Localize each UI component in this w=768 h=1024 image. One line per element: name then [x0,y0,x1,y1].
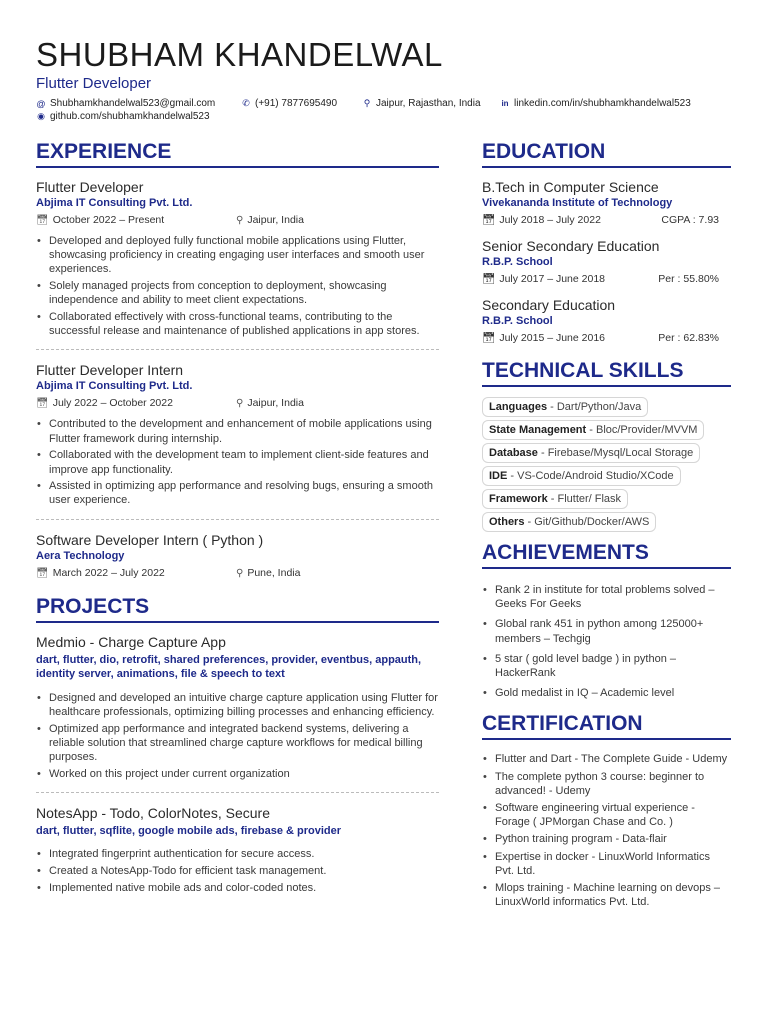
skills-list [482,397,731,532]
company-name: Abjima IT Consulting Pvt. Ltd. [36,380,193,393]
education-dates: July 2015 – June 2016 [499,332,606,344]
education-dates: July 2018 – July 2022 [499,214,601,226]
location-pin-icon: ⚲ [236,215,244,226]
linkedin-text[interactable]: linkedin.com/in/shubhamkhandelwal523 [514,98,691,109]
school-name: R.B.P. School [482,256,553,268]
project-bullet: • Created a NotesApp-Todo for efficient task management. [36,864,439,878]
project-tech-stack: dart, flutter, sqflite, google mobile ads, firebase & provider [36,824,342,837]
calendar-icon: 📅︎ [482,273,496,285]
skill-value: - Flutter/ Flask [547,493,622,505]
skill-chip [482,397,648,417]
project-entry [36,804,439,895]
project-tech-stack: dart, flutter, dio, retrofit, shared preferences, provider, eventbus, appauth, identity server, animations, file & speech to text [36,653,422,681]
skill-chip [482,466,681,486]
candidate-role: Flutter Developer [36,75,152,92]
location-pin-icon: ⚲ [236,398,244,410]
email-text[interactable]: Shubhamkhandelwal523@gmail.com [50,98,216,109]
education-score: Per : 55.80% [658,273,719,285]
skill-label: Languages [489,401,548,413]
skill-value: - Firebase/Mysql/Local Storage [537,447,694,459]
education-score: Per : 62.83% [658,332,719,344]
job-location: Jaipur, India [247,397,304,410]
achievements-heading: ACHIEVEMENTS [482,541,731,569]
degree-title: B.Tech in Computer Science [482,179,659,195]
achievement-item: • Gold medalist in IQ – Academic level [482,686,731,700]
education-entry [482,178,731,228]
certification-item: • Python training program - Data-flair [482,832,731,846]
job-title: Flutter Developer Intern [36,362,184,379]
achievement-item: • Rank 2 in institute for total problems solved – Geeks For Geeks [482,583,731,611]
location-text: Jaipur, Rajasthan, India [376,98,481,109]
job-location: Pune, India [247,566,301,579]
education-score: CGPA : 7.93 [661,214,719,226]
location-pin-icon: ⚲ [236,567,244,579]
school-name: Vivekananda Institute of Technology [482,197,673,209]
job-bullet: • Solely managed projects from conception to deployment, showcasing independence and ability to meet client expectations. [36,279,439,307]
calendar-icon: 📅︎ [36,398,49,410]
experience-heading: EXPERIENCE [36,140,439,168]
certification-item: • Mlops training - Machine learning on devops – LinuxWorld informatics Pvt. Ltd. [482,881,731,909]
certification-heading: CERTIFICATION [482,712,731,740]
project-bullet: • Worked on this project under current organization [36,767,439,781]
skill-chip [482,489,628,509]
certification-list [482,752,731,909]
job-bullet: • Developed and deployed fully functional mobile applications using Flutter, showcasing proficiency in creating engaging user interfaces and smooth user experiences. [36,234,439,277]
right-column [482,140,731,912]
calendar-icon: 📅︎ [36,215,49,226]
skill-chip [482,443,700,463]
job-title: Software Developer Intern ( Python ) [36,531,264,548]
education-dates: July 2017 – June 2018 [499,273,606,285]
project-entry [36,633,439,781]
education-entry [482,296,731,346]
divider [36,792,439,793]
certification-item: • Flutter and Dart - The Complete Guide - Udemy [482,752,731,766]
degree-title: Senior Secondary Education [482,238,660,254]
project-title: NotesApp - Todo, ColorNotes, Secure [36,804,270,821]
project-title: Medmio - Charge Capture App [36,633,226,650]
achievements-list [482,583,731,700]
skill-chip [482,512,656,532]
job-entry [36,531,439,581]
contact-info [36,97,736,123]
education-entry [482,237,731,287]
skill-label: Others [489,516,525,528]
job-dates: March 2022 – July 2022 [52,566,165,579]
location-contact [362,98,500,109]
project-bullet: • Implemented native mobile ads and color-coded notes. [36,881,439,895]
project-bullet: • Optimized app performance and integrated backend systems, delivering a reliable solution that streamlined charge capture workflows for medical billing purposes. [36,722,439,765]
job-entry [36,361,439,507]
skill-value: - VS-Code/Android Studio/XCode [507,470,674,482]
location-pin-icon: ⚲ [363,98,371,108]
project-bullet: • Integrated fingerprint authentication for secure access. [36,847,439,861]
left-column [36,140,439,897]
github-contact[interactable] [36,111,210,122]
company-name: Abjima IT Consulting Pvt. Ltd. [36,197,193,209]
degree-title: Secondary Education [482,297,616,313]
job-dates: July 2022 – October 2022 [52,397,173,410]
school-name: R.B.P. School [482,315,553,327]
skill-label: IDE [489,470,508,482]
calendar-icon: 📅︎ [36,567,49,579]
certification-item: • Expertise in docker - LinuxWorld Informatics Pvt. Ltd. [482,850,731,878]
job-bullet: • Collaborated with the development team to implement client-side features and improve app functionality. [36,448,439,476]
calendar-icon: 📅︎ [482,332,496,344]
job-location: Jaipur, India [247,214,304,226]
calendar-icon: 📅︎ [482,214,496,226]
job-title: Flutter Developer [36,179,144,195]
linkedin-contact[interactable] [500,98,691,109]
divider [36,349,439,350]
linkedin-icon: in [501,99,509,108]
candidate-name: SHUBHAM KHANDELWAL [36,36,443,73]
skill-chip [482,420,704,440]
at-icon: @ [36,98,46,109]
job-bullet: • Collaborated effectively with cross-functional teams, contributing to the successful release and maintenance of published applications in app stores. [36,310,439,338]
phone-contact[interactable] [241,98,362,109]
achievement-item: • 5 star ( gold level badge ) in python – HackerRank [482,652,731,680]
job-bullet: • Contributed to the development and enhancement of mobile applications using Flutter framework during internship. [36,417,439,445]
github-text[interactable]: github.com/shubhamkhandelwal523 [50,111,210,122]
skill-label: Framework [489,493,548,505]
skill-value: - Bloc/Provider/MVVM [586,424,698,436]
job-entry [36,178,439,338]
email-contact[interactable] [36,98,241,109]
skill-label: Database [489,447,538,459]
education-heading: EDUCATION [482,140,731,168]
skill-value: - Dart/Python/Java [547,401,642,413]
company-name: Aera Technology [36,549,125,562]
phone-icon: ✆ [242,98,250,108]
project-bullet: • Designed and developed an intuitive charge capture application using Flutter for healthcare professionals, optimizing billing processes and enhancing efficiency. [36,691,439,719]
certification-item: • The complete python 3 course: beginner to advanced! - Udemy [482,770,731,798]
certification-item: • Software engineering virtual experience - Forage ( JPMorgan Chase and Co. ) [482,801,731,829]
github-icon: ◉ [37,111,45,121]
projects-heading: PROJECTS [36,595,439,623]
skill-value: - Git/Github/Docker/AWS [524,516,650,528]
job-bullet: • Assisted in optimizing app performance and resolving bugs, ensuring a smooth user experience. [36,479,439,507]
divider [36,519,439,520]
technical-skills-heading: TECHNICAL SKILLS [482,359,731,387]
phone-text[interactable]: (+91) 7877695490 [255,98,338,109]
job-dates: October 2022 – Present [52,214,165,226]
achievement-item: • Global rank 451 in python among 125000+ members – Techgig [482,617,731,645]
skill-label: State Management [489,424,587,436]
